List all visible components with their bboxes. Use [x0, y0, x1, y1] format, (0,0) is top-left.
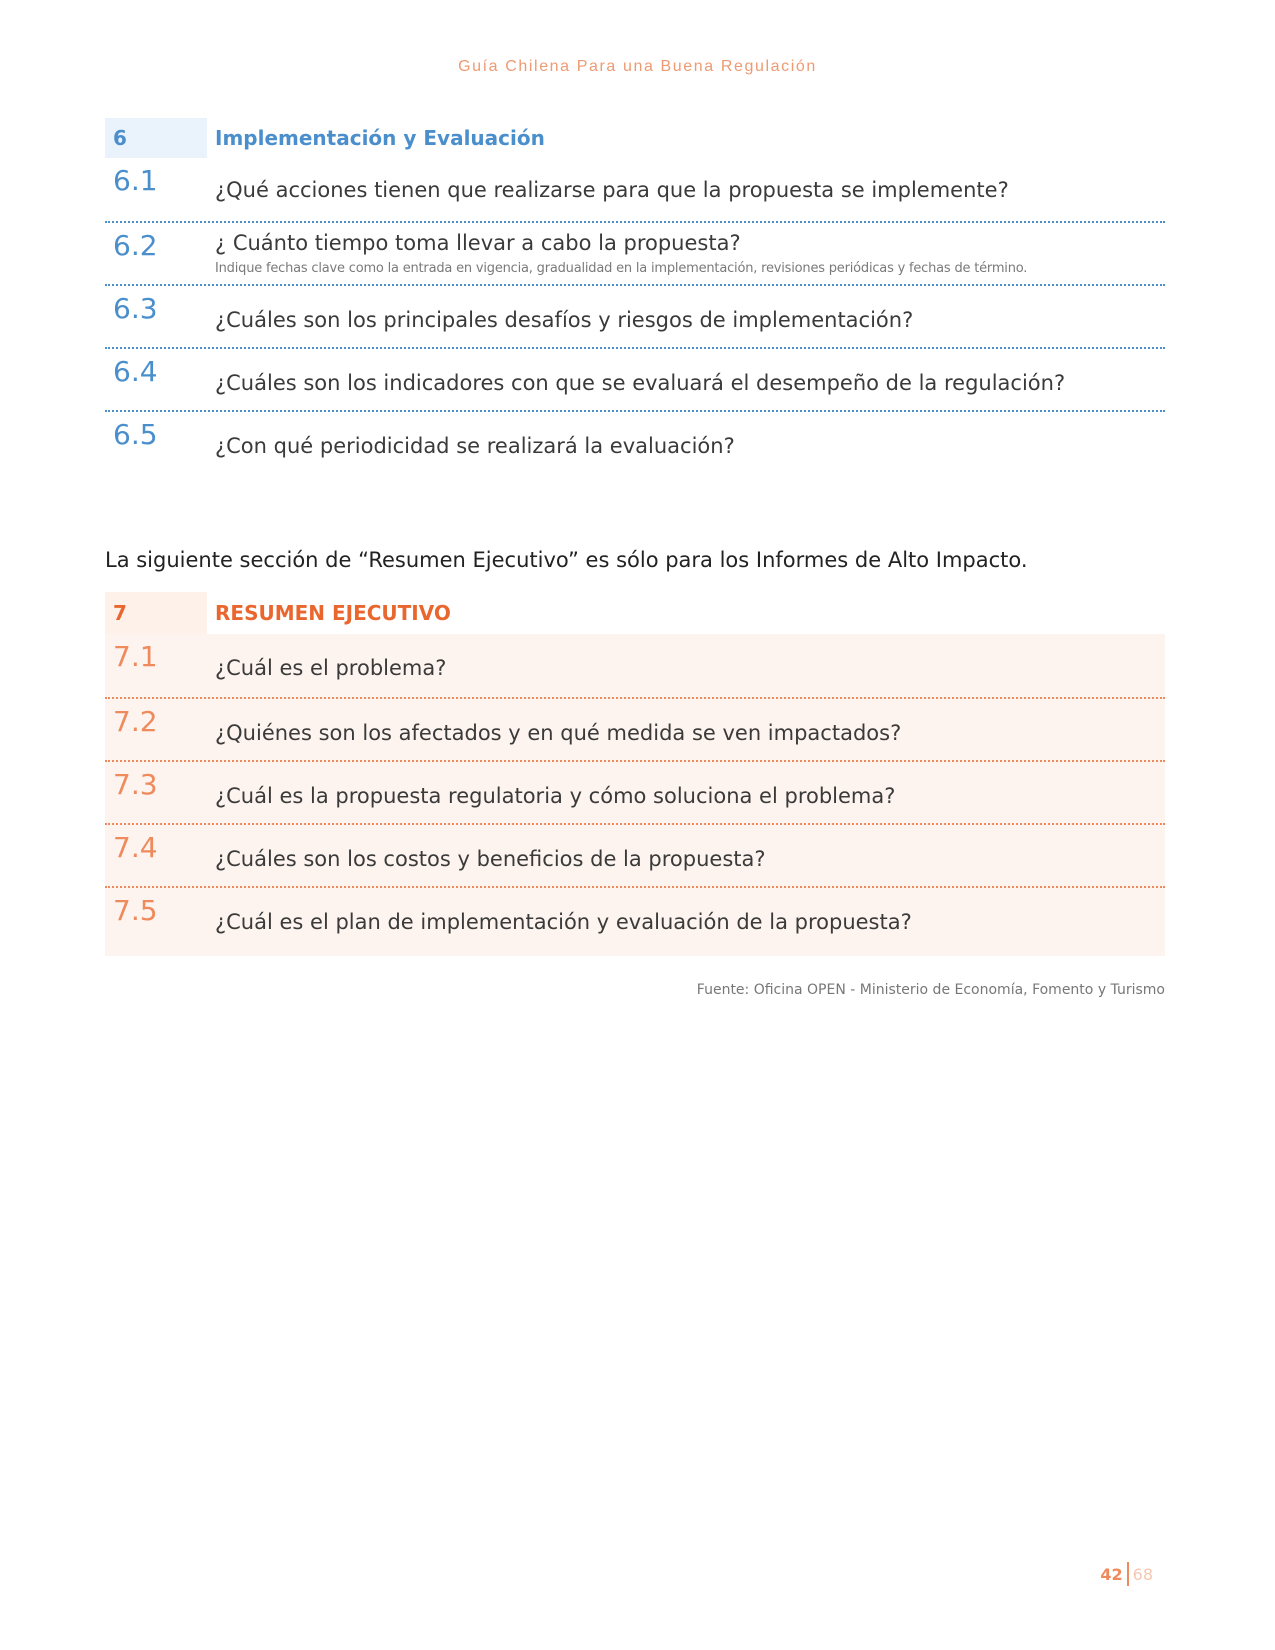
question-text: ¿Cuál es el plan de implementación y evaluación de la propuesta? [215, 910, 912, 934]
running-header: Guía Chilena Para una Buena Regulación [458, 58, 817, 75]
section-6-table [105, 118, 1165, 473]
question-text: ¿Cuáles son los principales desafíos y riesgos de implementación? [215, 308, 914, 332]
question-number: 6.4 [113, 355, 158, 388]
question-row [105, 347, 1165, 410]
question-row [105, 158, 1165, 221]
question-row [105, 886, 1165, 956]
question-row [105, 760, 1165, 823]
section-number: 6 [105, 118, 207, 158]
question-text: ¿Con qué periodicidad se realizará la evaluación? [215, 434, 735, 458]
section-title: RESUMEN EJECUTIVO [215, 601, 451, 625]
question-text: ¿ Cuánto tiempo toma llevar a cabo la propuesta? [215, 231, 741, 255]
question-number: 7.1 [113, 640, 158, 673]
question-row [105, 221, 1165, 284]
question-number: 6.1 [113, 164, 158, 197]
page-divider [1127, 1562, 1129, 1586]
question-number: 6.2 [113, 229, 158, 262]
page-current: 42 [1100, 1564, 1123, 1584]
question-note: Indique fechas clave como la entrada en vigencia, gradualidad en la implementación, revisiones periódicas y fechas de término. [215, 261, 1028, 276]
section-number: 7 [105, 592, 207, 634]
section-6-header [105, 118, 1165, 158]
question-row [105, 634, 1165, 697]
question-number: 7.4 [113, 831, 158, 864]
question-text: ¿Quiénes son los afectados y en qué medida se ven impactados? [215, 721, 902, 745]
section-7-header [105, 592, 1165, 634]
page-number [1100, 1562, 1153, 1586]
intro-paragraph: La siguiente sección de “Resumen Ejecutivo” es sólo para los Informes de Alto Impacto. [105, 548, 1028, 572]
section-title: Implementación y Evaluación [215, 126, 545, 150]
question-row [105, 284, 1165, 347]
question-text: ¿Qué acciones tienen que realizarse para que la propuesta se implemente? [215, 178, 1009, 202]
question-number: 6.5 [113, 418, 158, 451]
question-row [105, 823, 1165, 886]
source-note: Fuente: Oficina OPEN - Ministerio de Economía, Fomento y Turismo [696, 982, 1165, 998]
question-row [105, 410, 1165, 473]
question-text: ¿Cuáles son los costos y beneficios de la propuesta? [215, 847, 766, 871]
question-number: 7.2 [113, 705, 158, 738]
question-text: ¿Cuál es la propuesta regulatoria y cómo soluciona el problema? [215, 784, 896, 808]
question-text: ¿Cuáles son los indicadores con que se evaluará el desempeño de la regulación? [215, 371, 1066, 395]
page-total: 68 [1132, 1564, 1153, 1584]
question-text: ¿Cuál es el problema? [215, 656, 447, 680]
question-number: 7.3 [113, 768, 158, 801]
section-7-body [105, 634, 1165, 956]
question-number: 7.5 [113, 894, 158, 927]
question-number: 6.3 [113, 292, 158, 325]
section-7-table [105, 592, 1165, 956]
question-row [105, 697, 1165, 760]
